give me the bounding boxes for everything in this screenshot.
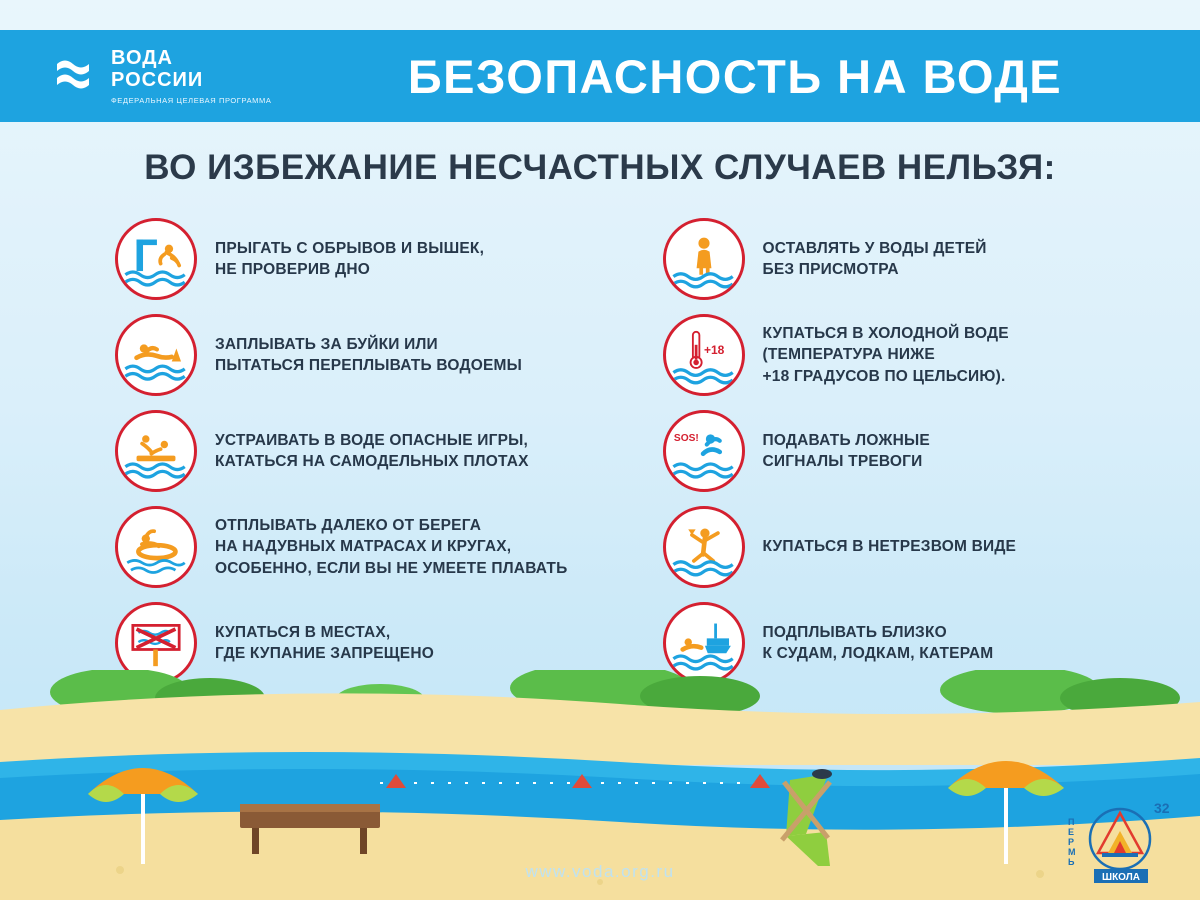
rule-line: К СУДАМ, ЛОДКАМ, КАТЕРАМ: [762, 645, 994, 662]
rule-line: ПРЫГАТЬ С ОБРЫВОВ И ВЫШЕК,: [215, 239, 485, 257]
rule-line: НЕ ПРОВЕРИВ ДНО: [215, 261, 370, 278]
false-alarm-sos-icon: [663, 410, 745, 492]
rule-text: [215, 430, 529, 473]
thermometer-label: +18: [703, 343, 724, 358]
rule-line: ОТПЛЫВАТЬ ДАЛЕКО ОТ БЕРЕГА: [215, 516, 482, 534]
rule-line: ЗАПЛЫВАТЬ ЗА БУЙКИ ИЛИ: [215, 335, 438, 353]
water-waves-logo-icon: [55, 54, 99, 98]
header-bar: [0, 30, 1200, 122]
rule-text: [215, 515, 567, 579]
drunk-swimming-icon: [663, 506, 745, 588]
cold-water-thermometer-icon: [663, 314, 745, 396]
rule-line: НА НАДУВНЫХ МАТРАСАХ И КРУГАХ,: [215, 538, 512, 556]
rule-item: [115, 410, 653, 492]
rules-column-left: [115, 218, 653, 698]
logo-subtitle: ФЕДЕРАЛЬНАЯ ЦЕЛЕВАЯ ПРОГРАММА: [111, 95, 272, 105]
rule-text: [763, 622, 994, 665]
rule-line: ОСТАВЛЯТЬ У ВОДЫ ДЕТЕЙ: [762, 239, 987, 257]
rule-line: (ТЕМПЕРАТУРА НИЖЕ: [762, 346, 935, 364]
logo-line-1: ВОДА: [111, 46, 173, 69]
svg-text:Е: Е: [1068, 827, 1075, 837]
rule-line: ГДЕ КУПАНИЕ ЗАПРЕЩЕНО: [215, 645, 434, 662]
main-heading: ВО ИЗБЕЖАНИЕ НЕСЧАСТНЫХ СЛУЧАЕВ НЕЛЬЗЯ:: [144, 148, 1056, 187]
cliff-jump-icon: [115, 218, 197, 300]
school-logo-number: 32: [1154, 800, 1170, 816]
logo-line-2: РОССИИ: [111, 68, 204, 91]
rule-text: [215, 238, 484, 281]
sos-label: SOS!: [673, 432, 699, 444]
rule-line: СИГНАЛЫ ТРЕВОГИ: [762, 453, 923, 470]
rule-line: +18 ГРАДУСОВ ПО ЦЕЛЬСИЮ).: [762, 367, 1006, 385]
rule-line: УСТРАИВАТЬ В ВОДЕ ОПАСНЫЕ ИГРЫ,: [215, 431, 528, 449]
svg-text:Р: Р: [1068, 837, 1075, 847]
inflatable-mattress-icon: [115, 506, 197, 588]
swim-past-buoy-icon: [115, 314, 197, 396]
rule-text: [215, 622, 434, 665]
school-logo-city: П: [1068, 817, 1075, 827]
svg-text:Ь: Ь: [1068, 857, 1075, 867]
rule-item: [663, 218, 1200, 300]
rule-text: [763, 536, 1017, 557]
rule-item: [663, 314, 1200, 396]
rule-line: ОСОБЕННО, ЕСЛИ ВЫ НЕ УМЕЕТЕ ПЛАВАТЬ: [215, 559, 568, 577]
rule-line: КУПАТЬСЯ В МЕСТАХ,: [215, 623, 391, 641]
rule-item: [663, 506, 1200, 588]
rule-text: [763, 323, 1009, 387]
rule-line: ПЫТАТЬСЯ ПЕРЕПЛЫВАТЬ ВОДОЕМЫ: [215, 357, 522, 374]
rule-line: БЕЗ ПРИСМОТРА: [762, 261, 899, 278]
rule-line: КУПАТЬСЯ В НЕТРЕЗВОМ ВИДЕ: [762, 538, 1017, 556]
child-unattended-icon: [663, 218, 745, 300]
dangerous-games-raft-icon: [115, 410, 197, 492]
school-logo: [1058, 791, 1178, 886]
rule-line: ПОДПЛЫВАТЬ БЛИЗКО: [762, 623, 947, 641]
poster-title: БЕЗОПАСНОСТЬ НА ВОДЕ: [407, 49, 1063, 103]
rule-item: [663, 410, 1200, 492]
program-logo: [0, 48, 310, 105]
svg-text:М: М: [1068, 847, 1076, 857]
rule-line: КУПАТЬСЯ В ХОЛОДНОЙ ВОДЕ: [762, 324, 1009, 342]
site-url[interactable]: www.voda.org.ru: [525, 862, 675, 881]
rule-item: [115, 506, 653, 588]
rule-text: [763, 238, 987, 281]
rule-line: КАТАТЬСЯ НА САМОДЕЛЬНЫХ ПЛОТАХ: [215, 453, 529, 470]
rule-line: ПОДАВАТЬ ЛОЖНЫЕ: [762, 431, 930, 449]
rule-text: [763, 430, 930, 473]
rule-item: [115, 218, 653, 300]
rules-column-right: [663, 218, 1200, 698]
school-logo-word: ШКОЛА: [1102, 872, 1140, 883]
rule-item: [115, 314, 653, 396]
rule-text: [215, 334, 522, 377]
rules-columns: [0, 218, 1200, 698]
